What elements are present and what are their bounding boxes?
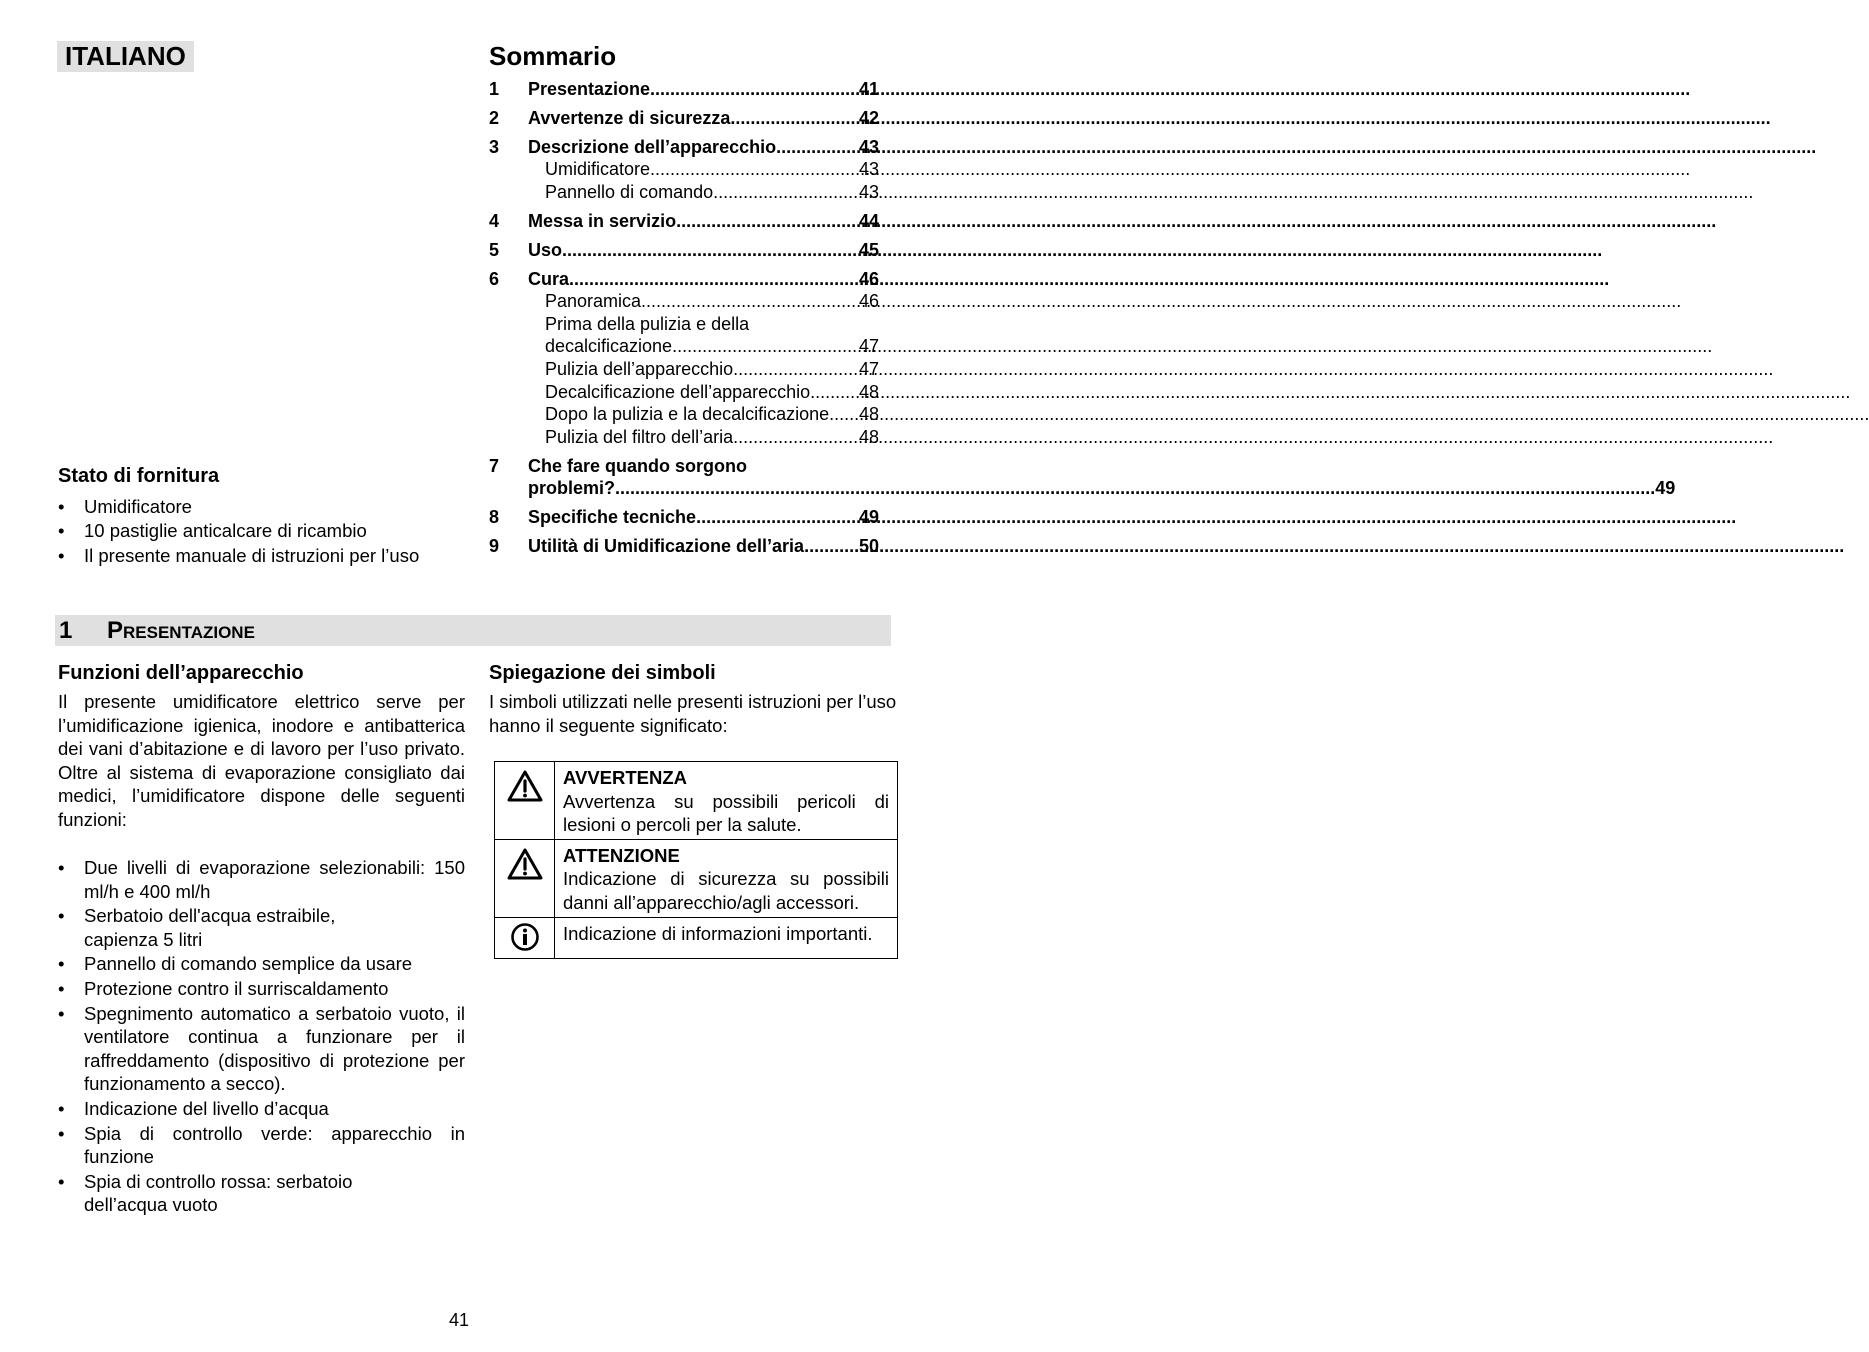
toc-leader: [696, 506, 859, 528]
toc-leader: [776, 136, 859, 158]
toc-leader: [730, 107, 859, 129]
toc-entry[interactable]: 2 Avvertenze di sicurezza ..... 42: [489, 107, 879, 129]
list-item: • Spia di controllo verde: apparecchio in funzione: [58, 1122, 465, 1168]
toc-leader: [733, 426, 859, 449]
toc-entry[interactable]: 6 Cura ..... 46: [489, 268, 879, 290]
list-item: • Pannello di comando semplice da usare: [58, 953, 413, 975]
symbol-label: ATTENZIONE: [563, 844, 680, 866]
toc-entry[interactable]: 1 Presentazione ..... 41: [489, 78, 879, 100]
toc-leader: [733, 358, 859, 381]
toc-leader: [810, 381, 859, 404]
toc-subentry[interactable]: Pulizia del filtro dell’aria ..... 48: [489, 426, 879, 449]
toc-entry[interactable]: 9 Utilità di Umidificazione dell’aria ..... 50: [489, 535, 879, 557]
table-row: [495, 917, 898, 958]
delivery-heading: Stato di fornitura: [58, 465, 220, 487]
table-row: [495, 839, 898, 917]
toc-entry[interactable]: 3 Descrizione dell’apparecchio ..... 43: [489, 136, 879, 158]
toc-subentry[interactable]: Dopo la pulizia e la decalcificazione ..... 48: [489, 403, 879, 426]
toc-leader: [713, 181, 859, 204]
toc-title: Sommario: [489, 41, 617, 71]
toc-leader: [615, 477, 1655, 499]
toc-subentry[interactable]: Decalcificazione dell’apparecchio ..... 48: [489, 381, 879, 404]
list-item: • 10 pastiglie anticalcare di ricambio: [58, 520, 367, 542]
toc-leader: [650, 78, 859, 100]
info-icon: [510, 935, 540, 956]
list-item: • Umidificatore: [58, 496, 192, 517]
features-list: [58, 856, 465, 1218]
list-item: • Indicazione del livello d’acqua: [58, 1097, 329, 1119]
table-of-contents: [489, 78, 1676, 557]
toc-leader: [672, 335, 859, 358]
list-item: • Serbatoio dell'acqua estraibile, capienza 5 litri: [58, 905, 336, 950]
toc-subentry[interactable]: Umidificatore ..... 43: [489, 158, 879, 181]
toc-entry[interactable]: 7 Che fare quando sorgono problemi? ..... 49: [489, 455, 879, 499]
toc-leader: [829, 403, 859, 426]
list-item: • Spia di controllo rossa: serbatoio dell’acqua vuoto: [58, 1170, 353, 1216]
toc-leader: [569, 268, 859, 290]
warning-triangle-icon: [507, 863, 543, 884]
section-number: 1: [59, 617, 73, 644]
toc-subentry[interactable]: Pulizia dell’apparecchio ..... 47: [489, 358, 879, 381]
list-item: • Il presente manuale di istruzioni per l’uso: [58, 544, 420, 566]
toc-leader: [650, 158, 859, 181]
page-number: 41: [449, 1310, 470, 1330]
table-row: [495, 762, 898, 840]
toc-leader: [641, 290, 859, 313]
toc-entry[interactable]: 5 Uso ..... 45: [489, 239, 879, 261]
toc-subentry[interactable]: Pannello di comando ..... 43: [489, 181, 879, 204]
toc-subentry-line1[interactable]: Prima della pulizia e della: [545, 313, 750, 334]
toc-subentry[interactable]: Panoramica ..... 46: [489, 290, 879, 313]
functions-intro: Il presente umidificatore elettrico serve per l’umidificazione igienica, inodore e antibatterica dei vani d’abitazione e di lavoro per l’uso privato. Oltre al sistema di evaporazione consigliato dai medici, l’umidificatore dispone delle seguenti funzioni:: [58, 691, 465, 830]
language-badge: ITALIANO: [57, 41, 194, 72]
list-item: • Due livelli di evaporazione selezionabili: 150 ml/h e 400 ml/h: [58, 857, 465, 902]
toc-entry[interactable]: 8 Specifiche tecniche ..... 49: [489, 506, 879, 528]
symbol-description: Indicazione di informazioni importanti.: [563, 922, 873, 944]
toc-leader: [676, 210, 859, 232]
toc-entry[interactable]: 4 Messa in servizio ..... 44: [489, 210, 879, 232]
symbol-label: AVVERTENZA: [563, 767, 688, 788]
symbols-table: [494, 761, 898, 959]
symbol-description: Indicazione di sicurezza su possibili danni all’apparecchio/agli accessori.: [563, 868, 889, 913]
toc-subentry[interactable]: decalcificazione ..... 47: [489, 335, 879, 358]
symbols-intro: I simboli utilizzati nelle presenti istruzioni per l’uso hanno il seguente significato:: [489, 691, 897, 736]
functions-heading: Funzioni dell’apparecchio: [58, 662, 304, 684]
delivery-list: [58, 495, 468, 568]
symbols-heading: Spiegazione dei simboli: [489, 662, 716, 684]
toc-leader: [562, 239, 859, 261]
list-item: • Protezione contro il surriscaldamento: [58, 977, 389, 999]
symbol-description: Avvertenza su possibili pericoli di lesioni o percoli per la salute.: [563, 790, 889, 836]
warning-triangle-icon: [507, 785, 543, 806]
list-item: • Spegnimento automatico a serbatoio vuoto, il ventilatore continua a funzionare per il raffreddamento (dispositivo di protezione per funzionamento a secco).: [58, 1002, 465, 1095]
section-title: Presentazione: [107, 617, 255, 644]
toc-leader: [804, 535, 859, 557]
